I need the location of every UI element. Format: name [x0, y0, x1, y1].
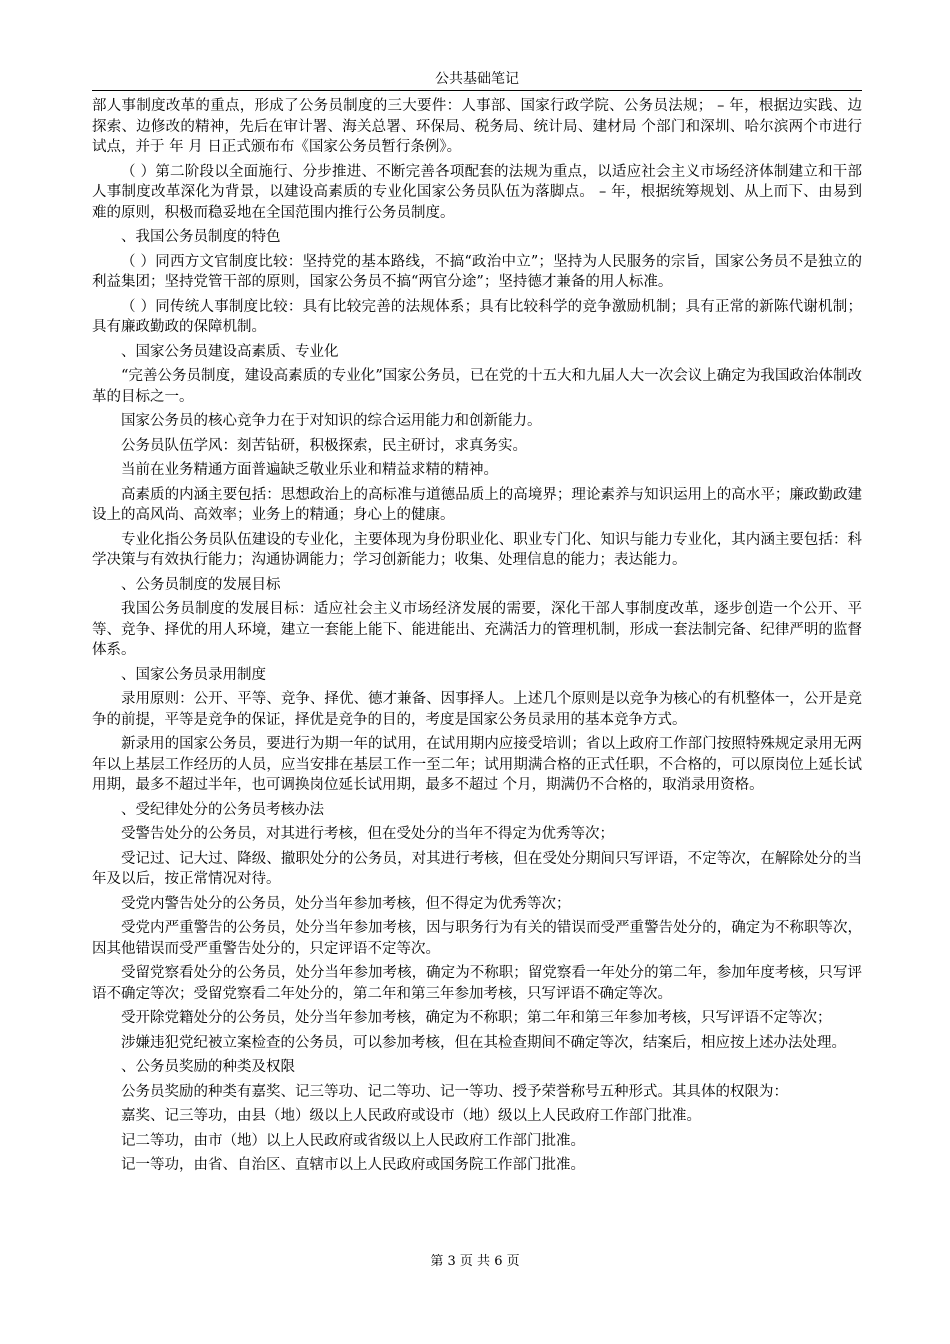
section-heading: 、公务员制度的发展目标	[121, 576, 281, 593]
body-paragraph: 新录用的国家公务员，要进行为期一年的试用，在试用期内应接受培训；省以上政府工作部门按照特殊规定录用无两年以上基层工作经历的人员，应当安排在基层工作一至二年；试用期满合格的正式任职，不合格的，可以原岗位上延长试用期，最多不超过半年，也可调换岗位延长试用期，最多不超过 个月，期满仍不合格的，取消录用资格。	[92, 736, 862, 793]
body-paragraph: 公务员奖励的种类有嘉奖、记三等功、记二等功、记一等功、授予荣誉称号五种形式。其具体的权限为：	[121, 1083, 788, 1100]
body-paragraph: 受党内警告处分的公务员，处分当年参加考核，但不得定为优秀等次；	[121, 895, 571, 912]
page-footer: 第 3 页 共 6 页	[430, 1254, 520, 1269]
body-paragraph: 受开除党籍处分的公务员，处分当年参加考核，确定为不称职；第二年和第三年参加考核，只写评语不定等次；	[121, 1010, 832, 1026]
section-heading: 、我国公务员制度的特色	[121, 229, 281, 245]
body-paragraph: 受警告处分的公务员，对其进行考核，但在受处分的当年不得定为优秀等次；	[121, 826, 614, 842]
body-paragraph: 记一等功，由省、自治区、直辖市以上人民政府或国务院工作部门批准。	[121, 1157, 585, 1173]
body-paragraph: 嘉奖、记三等功，由县（地）级以上人民政府或设市（地）级以上人民政府工作部门批准。	[121, 1108, 701, 1124]
body-paragraph: 当前在业务精通方面普遍缺乏敬业乐业和精益求精的精神。	[121, 462, 498, 478]
body-paragraph: （ ）同传统人事制度比较：具有比较完善的法规体系；具有比较科学的竞争激励机制；具有正常的新陈代谢机制；具有廉政勤政的保障机制。	[92, 298, 862, 335]
section-heading: 、受纪律处分的公务员考核办法	[121, 801, 324, 818]
body-paragraph: （ ）同西方文官制度比较：坚持党的基本路线，不搞“政治中立”；坚持为人民服务的宗旨，国家公务员不是独立的利益集团；坚持党管干部的原则，国家公务员不搞“两官分途”；坚持德才兼备的用人标准。	[92, 253, 862, 290]
body-paragraph: 涉嫌违犯党纪被立案检查的公务员，可以参加考核，但在其检查期间不确定等次，结案后，相应按上述办法处理。	[121, 1034, 846, 1051]
body-paragraph: 国家公务员的核心竞争力在于对知识的综合运用能力和创新能力。	[121, 413, 542, 429]
body-paragraph: 公务员队伍学风：刻苦钻研，积极探索，民主研讨，求真务实。	[121, 437, 527, 454]
body-paragraph: “完善公务员制度，建设高素质的专业化”国家公务员，已在党的十五大和九届人大一次会议上确定为我国政治体制改革的目标之一。	[92, 368, 862, 405]
body-paragraph: 我国公务员制度的发展目标：适应社会主义市场经济发展的需要，深化干部人事制度改革，逐步创造一个公开、平等、竞争、择优的用人环境，建立一套能上能下、能进能出、充满活力的管理机制，形成一套法制完备、纪律严明的监督体系。	[92, 601, 862, 658]
body-paragraph: 专业化指公务员队伍建设的专业化，主要体现为身份职业化、职业专门化、知识与能力专业化，其内涵主要包括：科学决策与有效执行能力；沟通协调能力；学习创新能力；收集、处理信息的能力；表达能力。	[92, 531, 862, 568]
section-heading: 、国家公务员建设高素质、专业化	[121, 343, 339, 360]
section-heading: 、公务员奖励的种类及权限	[121, 1059, 295, 1075]
body-paragraph: 高素质的内涵主要包括：思想政治上的高标准与道德品质上的高境界；理论素养与知识运用上的高水平；廉政勤政建设上的高风尚、高效率；业务上的精通；身心上的健康。	[92, 486, 862, 523]
page-header: 公共基础笔记	[92, 70, 862, 91]
body-paragraph: 录用原则：公开、平等、竞争、择优、德才兼备、因事择人。上述几个原则是以竞争为核心的有机整体一，公开是竞争的前提，平等是竞争的保证，择优是竞争的目的，考度是国家公务员录用的基本竞争方式。	[92, 691, 862, 728]
body-paragraph: 部人事制度改革的重点，形成了公务员制度的三大要件：人事部、国家行政学院、公务员法规； – 年，根据边实践、边探索、边修改的精神，先后在审计署、海关总署、环保局、税务局、统计局、建材局 个部门和深圳、哈尔滨两个市进行试点，并于 年 月 日正式颁布布《国家公务员暂行条例》。	[92, 98, 862, 155]
body-paragraph: （ ）第二阶段以全面施行、分步推进、不断完善各项配套的法规为重点，以适应社会主义市场经济体制建立和干部人事制度改革深化为背景，以建设高素质的专业化国家公务员队伍为落脚点。 – 年，根据统筹规划、从上而下、由易到难的原则，积极而稳妥地在全国范围内推行公务员制度。	[92, 163, 862, 221]
body-paragraph: 受党内严重警告的公务员，处分当年参加考核，因与职务行为有关的错误而受严重警告处分的，确定为不称职等次，因其他错误而受严重警告处分的，只定评语不定等次。	[92, 920, 862, 957]
body-paragraph: 受留党察看处分的公务员，处分当年参加考核，确定为不称职；留党察看一年处分的第二年，参加年度考核，只写评语不确定等次；受留党察看二年处分的，第二年和第三年参加考核，只写评语不确定等次。	[92, 965, 862, 1002]
body-paragraph: 受记过、记大过、降级、撤职处分的公务员，对其进行考核，但在受处分期间只写评语，不定等次，在解除处分的当年及以后，按正常情况对待。	[92, 850, 862, 887]
body-paragraph: 记二等功，由市（地）以上人民政府或省级以上人民政府工作部门批准。	[121, 1132, 585, 1149]
section-heading: 、国家公务员录用制度	[121, 666, 266, 683]
document-body	[92, 92, 862, 1176]
